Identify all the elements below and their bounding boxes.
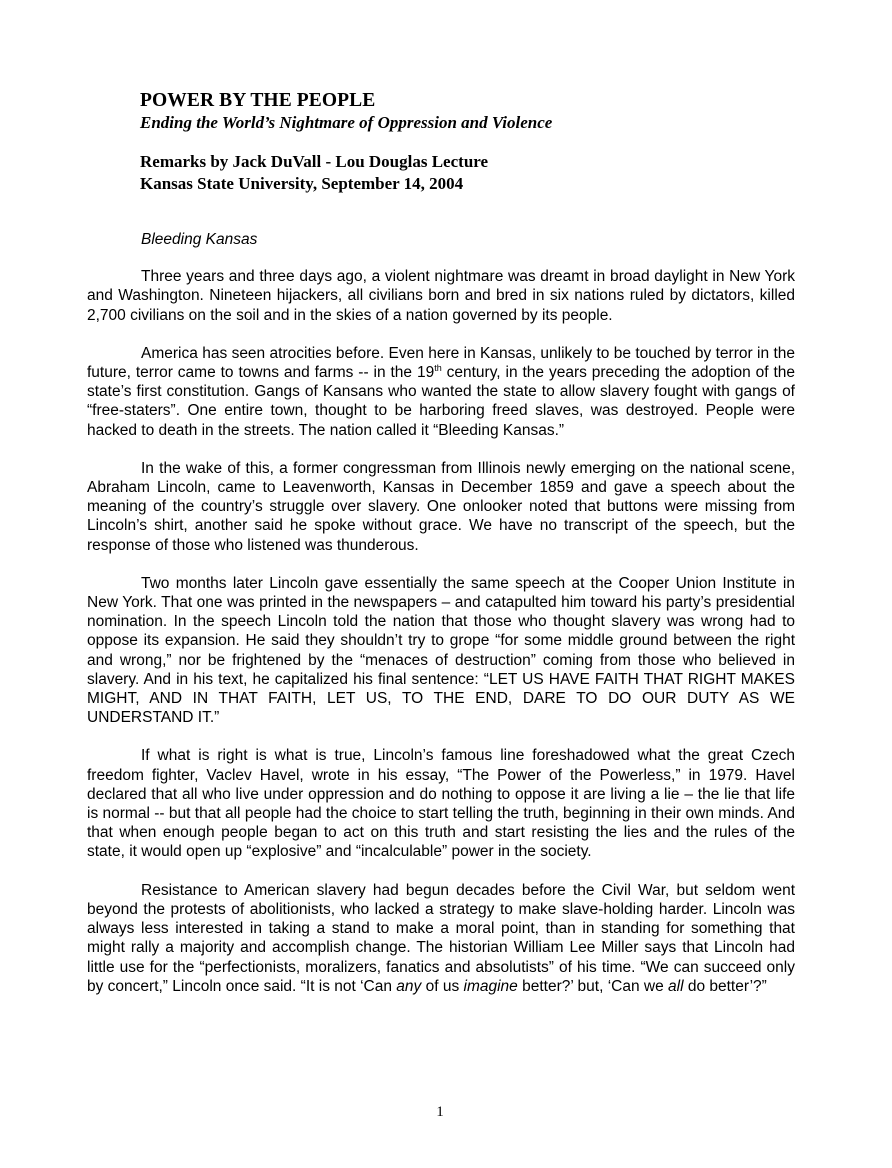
document-body	[87, 230, 795, 1015]
remarks-speaker-line: Remarks by Jack DuVall - Lou Douglas Lecture	[140, 152, 489, 171]
paragraph-2-part-1: America has seen atrocities before. Even here in Kansas, unlikely to be touched by terror in the future, terror came to towns and farms -- in the 19	[87, 344, 795, 382]
paragraph-6-part-2: of us	[421, 977, 464, 995]
document-heading	[140, 89, 800, 195]
remarks-block	[140, 151, 800, 195]
paragraph-6-emphasis-any: any	[396, 977, 422, 995]
paragraph-1: Three years and three days ago, a violent nightmare was dreamt in broad daylight in New York and Washington. Nineteen hijackers, all civilians born and bred in six nations ruled by dictators, killed 2,700 civilians on the soil and in the skies of a nation governed by its people.	[87, 268, 795, 324]
document-title: POWER BY THE PEOPLE	[140, 90, 376, 111]
paragraph-4: Two months later Lincoln gave essentially the same speech at the Cooper Union Institute in New York. That one was printed in the newspapers – and catapulted him toward his party’s presidential nomination. In the speech Lincoln told the nation that those who thought slavery was wrong had to oppose its expansion. He said they shouldn’t try to grope “for some middle ground between the right and wrong,” nor be frightened by the “menaces of destruction” coming from those who believed in slavery. And in his text, he capitalized his final sentence: “LET US HAVE FAITH THAT RIGHT MAKES MIGHT, AND IN THAT FAITH, LET US, TO THE END, DARE TO DO OUR DUTY AS WE UNDERSTAND IT.”	[87, 574, 795, 727]
paragraph-2-part-2: century, in the years preceding the adoption of the state’s first constitution. Gangs of Kansans who wanted the state to allow slavery fought with gangs of “free-staters”. One entire town, thought to be harboring freed slaves, was destroyed. People were hacked to death in the streets. The nation called it “Bleeding Kansas.”	[87, 364, 795, 439]
document-subtitle: Ending the World’s Nightmare of Oppression and Violence	[140, 113, 553, 132]
paragraph-3: In the wake of this, a former congressman from Illinois newly emerging on the national scene, Abraham Lincoln, came to Leavenworth, Kansas in December 1859 and gave a speech about the meaning of the country’s struggle over slavery. One onlooker noted that buttons were missing from Lincoln’s shirt, another said he spoke without grace. We have no transcript of the speech, but the response of those who listened was thunderous.	[87, 459, 795, 554]
paragraph-6-emphasis-imagine: imagine	[463, 977, 518, 995]
paragraph-6-part-4: do better’?”	[683, 977, 767, 995]
paragraph-5: If what is right is what is true, Lincoln’s famous line foreshadowed what the great Czech freedom fighter, Vaclev Havel, wrote in his essay, “The Power of the Powerless,” in 1979. Havel declared that all who live under oppression and do nothing to oppose it are living a lie – the lie that life is normal -- but that all people had the choice to start telling the truth, beginning in their own minds. And that when enough people began to act on this truth and start resisting the lies and the rules of the state, it would open up “explosive” and “incalculable” power in the society.	[87, 747, 795, 861]
page-number: 1	[436, 1104, 444, 1120]
paragraph-6-part-3: better?’ but, ‘Can we	[517, 977, 668, 995]
paragraph-6-emphasis-all: all	[668, 977, 684, 995]
ordinal-superscript: th	[434, 363, 442, 374]
paragraph-6-part-1: Resistance to American slavery had begun decades before the Civil War, but seldom went beyond the protests of abolitionists, who lacked a strategy to make slave-holding harder. Lincoln was always less interested in taking a stand to make a moral point, than in standing for something that might rally a majority and accomplish change. The historian William Lee Miller says that Lincoln had little use for the “perfectionists, moralizers, fanatics and absolutists” of his time. “We can succeed only by concert,” Lincoln once said. “It is not ‘Can	[87, 881, 795, 995]
paragraph-6	[87, 881, 795, 996]
paragraph-2	[87, 344, 795, 440]
remarks-venue-date-line: Kansas State University, September 14, 2004	[140, 174, 464, 193]
section-heading: Bleeding Kansas	[141, 231, 258, 248]
